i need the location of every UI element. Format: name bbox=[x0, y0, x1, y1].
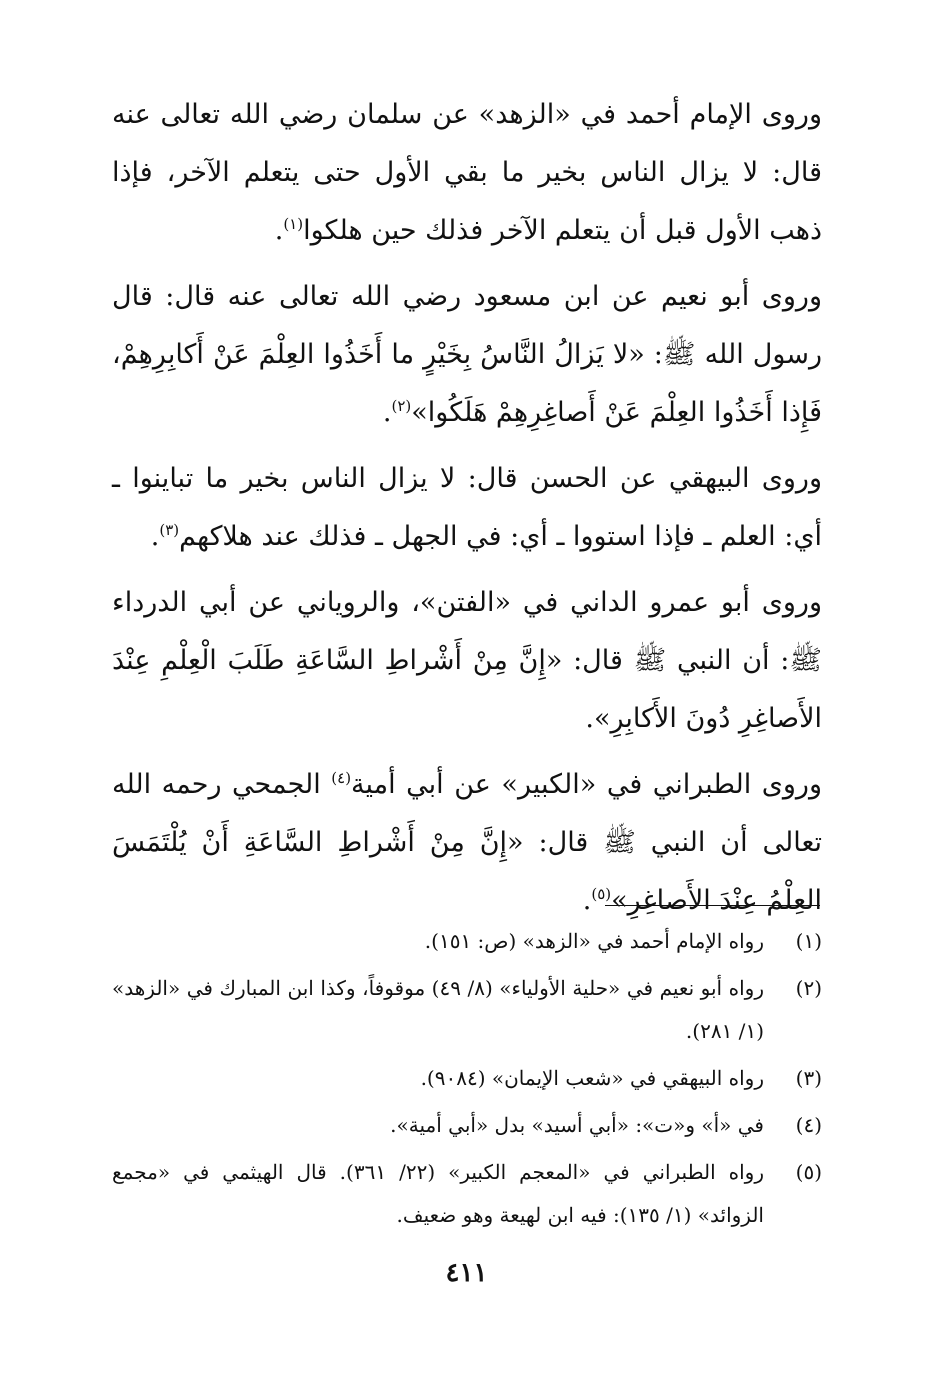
paragraph-end: . bbox=[274, 215, 284, 246]
paragraph-text: وروى أبو عمرو الداني في «الفتن»، والروياني عن أبي الدرداء ﷺ: أن النبي ﷺ قال: «إِنَّ مِنْ أَشْراطِ السَّاعَةِ طَلَبَ الْعِلْمِ عِنْدَ الأَصاغِرِ دُونَ الأَكابِرِ». bbox=[112, 587, 822, 734]
paragraph-text-cont: الجمحي رحمه الله تعالى أن النبي ﷺ قال: «إِنَّ مِنْ أَشْراطِ السَّاعَةِ أَنْ يُلْتَمَسَ العِلْمُ عِنْدَ الأَصاغِرِ» bbox=[112, 769, 822, 916]
footnote-ref-5: (٥) bbox=[591, 885, 612, 903]
footnote-text: رواه أبو نعيم في «حلية الأولياء» (٨/ ٤٩) موقوفاً، وكذا ابن المبارك في «الزهد» (١/ ٢٨١). bbox=[112, 976, 764, 1043]
paragraph-text: وروى الإمام أحمد في «الزهد» عن سلمان رضي الله تعالى عنه قال: لا يزال الناس بخير ما بقي الأول حتى يتعلم الآخر، فإذا ذهب الأول قبل أن يتعلم الآخر فذلك حين هلكوا bbox=[112, 99, 823, 246]
paragraph-text: وروى البيهقي عن الحسن قال: لا يزال الناس بخير ما تباينوا ـ أي: العلم ـ فإذا استووا ـ أي: في الجهل ـ فذلك عند هلاكهم bbox=[112, 463, 822, 552]
footnote-2 bbox=[112, 967, 822, 1053]
footnote-number: (١) bbox=[795, 929, 822, 953]
footnote-text: رواه الإمام أحمد في «الزهد» (ص: ١٥١). bbox=[424, 929, 764, 953]
footnote-3 bbox=[112, 1057, 822, 1100]
footnote-1 bbox=[112, 920, 822, 963]
footnote-text: رواه البيهقي في «شعب الإيمان» (٩٠٨٤). bbox=[420, 1066, 764, 1090]
paragraph-2 bbox=[112, 268, 822, 442]
paragraph-3 bbox=[112, 450, 822, 566]
footnote-number: (٢) bbox=[795, 976, 822, 1000]
footnote-ref-1: (١) bbox=[283, 215, 304, 233]
footnote-number: (٣) bbox=[795, 1066, 822, 1090]
footnote-number: (٤) bbox=[795, 1113, 822, 1137]
paragraph-text: وروى أبو نعيم عن ابن مسعود رضي الله تعالى عنه قال: قال رسول الله ﷺ: «لا يَزالُ النَّاسُ بِخَيْرٍ ما أَخَذُوا العِلْمَ عَنْ أَكابِرِهِمْ، فَإِذا أَخَذُوا العِلْمَ عَنْ أَصاغِرِهِمْ هَلَكُوا» bbox=[112, 281, 822, 428]
footnote-text: رواه الطبراني في «المعجم الكبير» (٢٢/ ٣٦١). قال الهيثمي في «مجمع الزوائد» (١/ ١٣٥): فيه ابن لهيعة وهو ضعيف. bbox=[112, 1160, 764, 1227]
footnotes bbox=[112, 920, 822, 1241]
paragraph-end: . bbox=[582, 885, 592, 916]
paragraph-4 bbox=[112, 574, 822, 748]
paragraph-end: . bbox=[382, 397, 392, 428]
paragraph-5 bbox=[112, 756, 822, 930]
main-text bbox=[112, 86, 822, 938]
footnote-ref-2: (٢) bbox=[391, 397, 412, 415]
footnote-text: في «أ» و«ت»: «أبي أسيد» بدل «أبي أمية». bbox=[390, 1113, 764, 1137]
footnote-ref-3: (٣) bbox=[159, 521, 180, 539]
footnote-ref-4: (٤) bbox=[331, 769, 352, 787]
paragraph-text: وروى الطبراني في «الكبير» عن أبي أمية bbox=[351, 769, 822, 800]
paragraph-end: . bbox=[150, 521, 160, 552]
footnote-number: (٥) bbox=[795, 1160, 822, 1184]
paragraph-1 bbox=[112, 86, 822, 260]
footnote-5 bbox=[112, 1151, 822, 1237]
page-number: ٤١١ bbox=[445, 1258, 488, 1288]
footnote-4 bbox=[112, 1104, 822, 1147]
footnote-separator bbox=[605, 905, 820, 906]
